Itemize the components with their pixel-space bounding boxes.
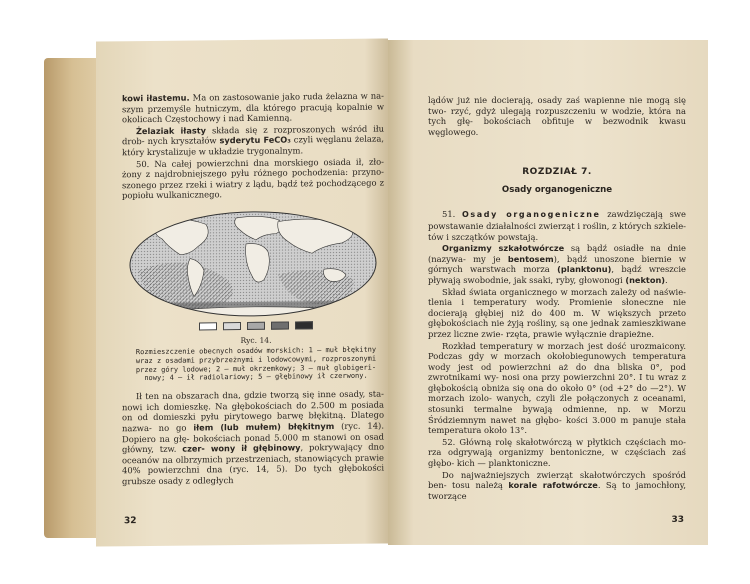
text-run: ), bądź unoszone biernie w górnych warstwach morza [428,253,686,275]
page-number-left: 32 [124,516,137,527]
paragraph [428,95,686,137]
legend-swatch [199,322,217,330]
world-map-svg [128,209,378,320]
text-run: , pokrywający dno oceanów na olbrzymich przestrzeniach, stanowiących prawie 40% powierzchni dna (ryc. 14, 5). Do tych głębokości grubsze osady z odległych [122,441,384,487]
figure-title: Ryc. 14. [240,335,272,345]
paragraph [428,437,686,469]
text-run: . Są to jamochłony, tworzące [428,480,686,501]
paragraph [122,389,384,487]
text-run: lądów już nie docierają, osady zaś wapienne nie mogą się two- rzyć, gdyż ulegają rozpuszczeniu w wodzie, która na tych głę- bokościach obfituje w bezwodnik kwasu węglowego. [428,95,686,137]
left-page-text-top [122,91,384,202]
paragraph [428,287,686,340]
paragraph [428,470,686,502]
emphasis-run: (nekton) [625,274,666,285]
emphasis-run: bentosem [507,253,554,264]
text-run: Ma on zastosowanie jako ruda żelazna w na- szym przemyśle hutniczym, dla którego pracują kopalnie w okolicach Częstochowy i nad Kamienną. [122,90,384,125]
paragraph [122,91,384,126]
emphasis-run: czer- wony ił głębinowy [182,442,301,454]
paragraph [122,123,384,158]
emphasis-run: korale rafotwórcze [508,480,598,491]
right-page [388,40,708,545]
text-run: (ryc. 14). Dopiero na głę- bokościach ponad 5.000 m stanowi on osad główny, tzw. [122,420,384,455]
page-number-right: 33 [671,515,684,525]
legend-swatch [271,321,289,329]
paragraph [122,156,384,201]
paragraph [428,209,686,242]
text-run: czyli węglanu żelaza, który krystalizuje w układzie trygonalnym. [122,133,384,158]
world-map-figure [128,209,378,320]
figure-legend [128,320,384,331]
text-run: Do najważniejszych zwierząt skałotwórczych spośród ben- tosu należą [428,469,686,491]
paragraph [428,243,686,285]
paragraph [428,341,686,436]
emphasis-run: Osady organogeniczne [462,210,601,220]
left-page [96,38,388,546]
emphasis-run: syderytu FeCO₃ [219,134,291,146]
figure-ryc-14 [128,208,384,383]
chapter-heading: ROZDZIAŁ 7. [522,167,592,178]
text-run: 51. [442,209,462,220]
right-page-text-top [428,95,686,137]
text-run: Ił ten na obszarach dna, gdzie tworzą się inne osady, sta- nowi ich domieszkę. Na głębokościach do 2.500 m posiada on od domieszki pyłu pirytowego barwę błękitną. Dlatego nazwa- no go [122,388,384,434]
legend-swatch [247,322,265,330]
text-run: . [665,274,668,285]
legend-swatch [223,322,241,330]
text-run: 52. Główną rolę skałotwórczą w płytkich częściach mo- rza odgrywają organizmy bentoniczne, w częściach zaś głębo- kich — planktoniczne. [428,436,686,469]
section-heading: Osady organogeniczne [501,185,613,196]
text-run: Rozkład temperatury w morzach jest dość urozmaicony. Podczas gdy w morzach okołobiegunowych temperatura wody jest od powierzchni aż do dna bliska 0°, pod zwrotnikami wy- nosi ona przy powierzchni 20°. I tu wraz z głębokością obniża się ona do około 0° (od +2° do —2°). W morzach izolo- wanych, czyli źle połączonych z oceanami, stosunki termalne bywają odmienne, np. w Morzu Śródziemnym nawet na głębo- kości 3.000 m panuje stała temperatura około 13°. [428,340,686,436]
right-page-text-body [428,209,686,501]
open-book [44,40,708,550]
emphasis-run: (planktonu) [557,264,612,275]
text-run: składa się z rozproszonych wśród iłu drob- nych kryształów [122,123,384,147]
text-run: Skład świata organicznego w morzach zależy od naświe- tlenia i temperatury wody. Promienie słoneczne nie docierają głębiej niż do 400 m. W większych przeto głębokościach nie żyją rośliny, są one jednak zamieszkiwane przez liczne zwie- rzęta, prawie wyłącznie drapieżne. [428,286,686,339]
text-run: są bądź osiadłe na dnie (nazywa- my je [428,243,686,264]
text-run: 50. Na całej powierzchni dna morskiego osiada ił, zło- żony z najdrobniejszego pyłu różnego pochodzenia: przyno- szonego przez rzeki i wiatry z lądu, bądź też pochodzącego z popiołu wulkanicznego. [122,156,384,201]
emphasis-run: Żelaziak iłasty [136,125,206,136]
left-page-text-bottom [122,389,384,487]
emphasis-run: kowi iłastemu. [122,92,190,104]
legend-swatch [295,321,313,329]
figure-caption: Rozmieszczenie obecnych osadów morskich: 1 — muł błękitny wraz z osadami przybrzeżnymi i lodowcowymi, rozproszonymi przez góry lodowe; 2 — muł okrzemkowy; 3 — muł globigeri- nowy; 4 — ił radiolariowy; 5 — głębinowy ił czerwony. [135,345,377,383]
emphasis-run: Organizmy szkałotwórcze [442,243,565,254]
text-run: zawdzięczają swe powstawanie działalności zwierząt i roślin, z których szkiele- tów i szczątków powstają. [428,209,687,242]
emphasis-run: iłem (lub mułem) błękitnym [193,420,335,433]
text-run: , bądź wreszcie pływają swobodnie, jak ssaki, ryby, głowonogi [428,264,687,285]
